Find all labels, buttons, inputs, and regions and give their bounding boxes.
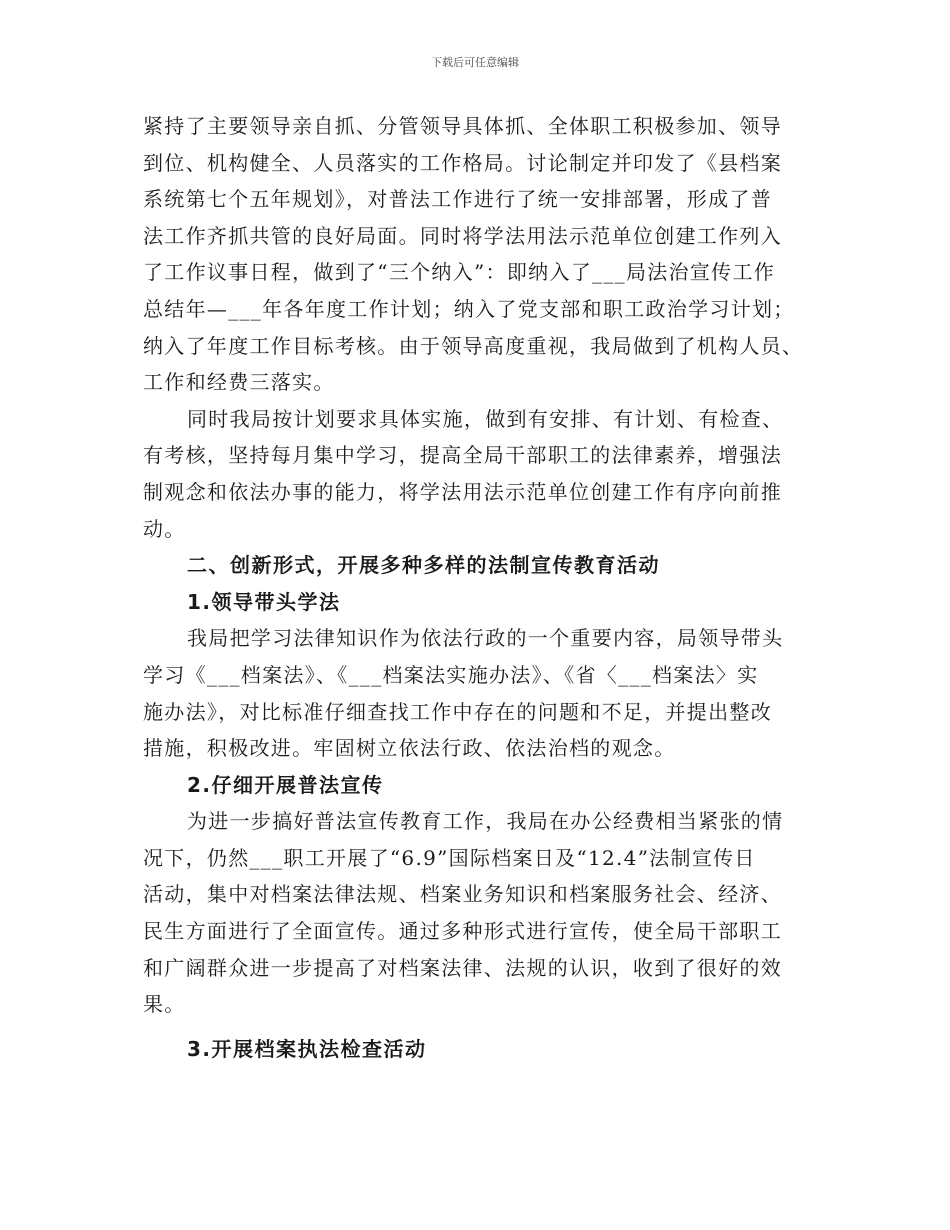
paragraph-first-line: 我局把学习法律知识作为依法行政的一个重要内容，局领导带头 — [187, 626, 784, 651]
body-line: 果。 — [143, 992, 186, 1017]
section-heading: 1.领导带头学法 — [187, 589, 341, 614]
body-line: 活动，集中对档案法律法规、档案业务知识和档案服务社会、经济、 — [143, 882, 782, 907]
section-heading: 二、创新形式，开展多种多样的法制宣传教育活动 — [187, 553, 660, 578]
document-body — [143, 108, 815, 1067]
section-heading: 3.开展档案执法检查活动 — [187, 1036, 427, 1061]
body-line: 到位、机构健全、人员落实的工作格局。讨论制定并印发了《县档案 — [143, 150, 782, 175]
page-header: 下载后可任意编辑 — [431, 56, 519, 69]
body-line: 总结年—___年各年度工作计划；纳入了党支部和职工政治学习计划； — [143, 296, 795, 321]
body-line: 动。 — [143, 516, 186, 541]
body-line: 紧持了主要领导亲自抓、分管领导具体抓、全体职工积极参加、领导 — [143, 114, 782, 138]
body-line: 和广阔群众进一步提高了对档案法律、法规的认识，收到了很好的效 — [143, 955, 782, 980]
body-line: 纳入了年度工作目标考核。由于领导高度重视，我局做到了机构人员、 — [143, 333, 804, 358]
paragraph-first-line: 为进一步搞好普法宣传教育工作，我局在办公经费相当紧张的情 — [187, 809, 784, 834]
body-line: 况下，仍然___职工开展了“6.9”国际档案日及“12.4”法制宣传日 — [143, 845, 756, 870]
body-line: 民生方面进行了全面宣传。通过多种形式进行宣传，使全局干部职工 — [143, 919, 782, 944]
body-line: 工作和经费三落实。 — [143, 370, 335, 395]
body-line: 制观念和依法办事的能力，将学法用法示范单位创建工作有序向前推 — [143, 479, 782, 504]
paragraph-first-line: 同时我局按计划要求具体实施，做到有安排、有计划、有检查、 — [187, 406, 784, 431]
section-heading: 2.仔细开展普法宣传 — [187, 772, 384, 797]
body-line: 学习《___档案法》、《___档案法实施办法》、《省〈___档案法〉实 — [143, 662, 759, 687]
body-line: 措施，积极改进。牢固树立依法行政、依法治档的观念。 — [143, 736, 676, 761]
body-line: 了工作议事日程，做到了“三个纳入”：即纳入了___局法治宣传工作 — [143, 260, 776, 285]
body-line: 系统第七个五年规划》，对普法工作进行了统一安排部署，形成了普 — [143, 187, 772, 212]
body-line: 法工作齐抓共管的良好局面。同时将学法用法示范单位创建工作列入 — [143, 223, 782, 248]
body-line: 施办法》，对比标准仔细查找工作中存在的问题和不足，并提出整改 — [143, 699, 772, 724]
body-line: 有考核，坚持每月集中学习，提高全局干部职工的法律素养，增强法 — [143, 443, 782, 468]
